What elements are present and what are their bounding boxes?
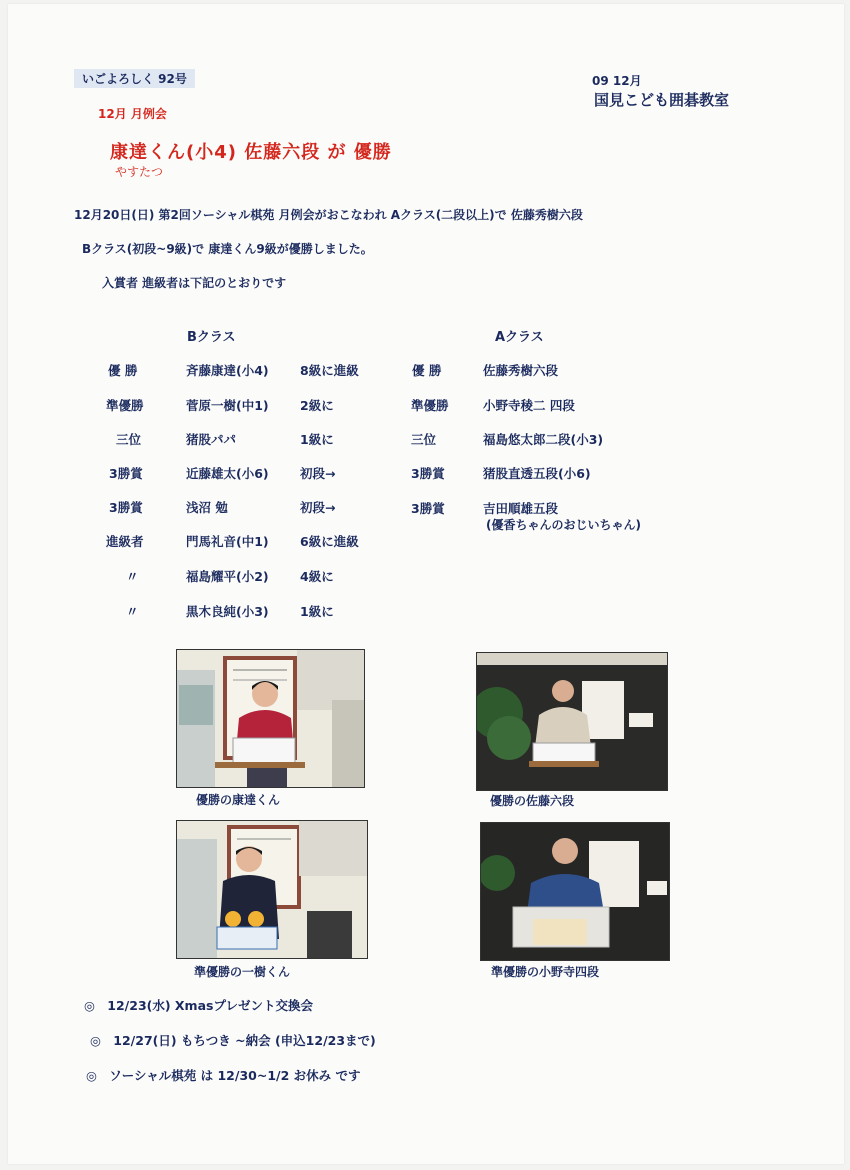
issue-badge: いごよろしく 92号 bbox=[74, 69, 195, 88]
photo-caption: 準優勝の小野寺四段 bbox=[491, 965, 600, 979]
photo-caption: 優勝の康達くん bbox=[196, 793, 281, 807]
b-result: 1級に bbox=[300, 604, 334, 619]
notice-mark: ◎ bbox=[86, 1068, 97, 1083]
photo-caption: 準優勝の一樹くん bbox=[194, 965, 291, 979]
notice-text: 12/27(日) もちつき ~納会 (申込12/23まで) bbox=[113, 1033, 376, 1048]
a-class-title: Aクラス bbox=[495, 330, 544, 345]
photo-winner-b bbox=[176, 649, 365, 788]
notice-mark: ◎ bbox=[84, 998, 95, 1013]
intro-line-2: Bクラス(初段~9級)で 康達くん9級が優勝しました。 bbox=[82, 242, 373, 256]
a-name: 吉田順雄五段 bbox=[483, 501, 559, 516]
intro-line-1: 12月20日(日) 第2回ソーシャル棋苑 月例会がおこなわれ Aクラス(二段以上)で 佐藤秀樹六段 bbox=[74, 208, 583, 222]
b-name: 浅沼 勉 bbox=[186, 500, 228, 515]
a-rank: 優 勝 bbox=[412, 363, 442, 378]
photo-runner-up-b bbox=[176, 820, 368, 959]
name-reading: やすたつ bbox=[115, 165, 164, 179]
a-name-note: (優香ちゃんのおじいちゃん) bbox=[486, 518, 641, 532]
b-result: 1級に bbox=[300, 432, 334, 447]
b-result: 6級に進級 bbox=[300, 534, 359, 549]
b-rank: 進級者 bbox=[106, 534, 144, 549]
b-name: 猪股パパ bbox=[186, 432, 237, 447]
issue-date: 09 12月 bbox=[592, 74, 642, 88]
notice-text: ソーシャル棋苑 は 12/30~1/2 お休み です bbox=[109, 1068, 361, 1083]
b-name: 菅原一樹(中1) bbox=[186, 398, 269, 413]
intro-line-3: 入賞者 進級者は下記のとおりです bbox=[102, 276, 287, 290]
b-rank: 三位 bbox=[116, 432, 142, 447]
b-result: 8級に進級 bbox=[300, 363, 359, 378]
b-result: 2級に bbox=[300, 398, 334, 413]
notice-item bbox=[86, 1066, 360, 1084]
notice-mark: ◎ bbox=[90, 1033, 101, 1048]
a-rank: 準優勝 bbox=[411, 398, 449, 413]
b-rank: 準優勝 bbox=[106, 398, 144, 413]
b-name: 近藤雄太(小6) bbox=[186, 466, 269, 481]
a-rank: 三位 bbox=[411, 432, 437, 447]
notice-item bbox=[90, 1031, 376, 1049]
b-result: 4級に bbox=[300, 569, 334, 584]
b-rank: 優 勝 bbox=[108, 363, 138, 378]
b-rank: 3勝賞 bbox=[109, 500, 143, 515]
b-rank: 3勝賞 bbox=[109, 466, 143, 481]
b-class-title: Bクラス bbox=[187, 330, 236, 345]
b-result: 初段→ bbox=[300, 500, 336, 515]
photo-runner-up-a bbox=[480, 822, 670, 961]
photo-winner-a bbox=[476, 652, 668, 791]
b-rank: 〃 bbox=[126, 604, 139, 619]
notice-item bbox=[84, 996, 313, 1014]
b-name: 門馬礼音(中1) bbox=[186, 534, 269, 549]
photo-caption: 優勝の佐藤六段 bbox=[490, 794, 575, 808]
b-rank: 〃 bbox=[126, 569, 139, 584]
b-name: 福島耀平(小2) bbox=[186, 569, 269, 584]
school-name: 国見こども囲碁教室 bbox=[594, 91, 730, 109]
a-name: 小野寺稜二 四段 bbox=[483, 398, 575, 413]
b-name: 黒木良純(小3) bbox=[186, 604, 269, 619]
a-rank: 3勝賞 bbox=[411, 501, 445, 516]
a-rank: 3勝賞 bbox=[411, 466, 445, 481]
a-name: 福島悠太郎二段(小3) bbox=[483, 432, 604, 447]
a-name: 猪股直透五段(小6) bbox=[483, 466, 591, 481]
a-name: 佐藤秀樹六段 bbox=[483, 363, 559, 378]
b-name: 斉藤康達(小4) bbox=[186, 363, 269, 378]
event-subtitle: 12月 月例会 bbox=[98, 107, 167, 121]
notice-text: 12/23(水) Xmasプレゼント交換会 bbox=[107, 998, 313, 1013]
b-result: 初段→ bbox=[300, 466, 336, 481]
headline: 康達くん(小4) 佐藤六段 が 優勝 bbox=[110, 142, 392, 163]
